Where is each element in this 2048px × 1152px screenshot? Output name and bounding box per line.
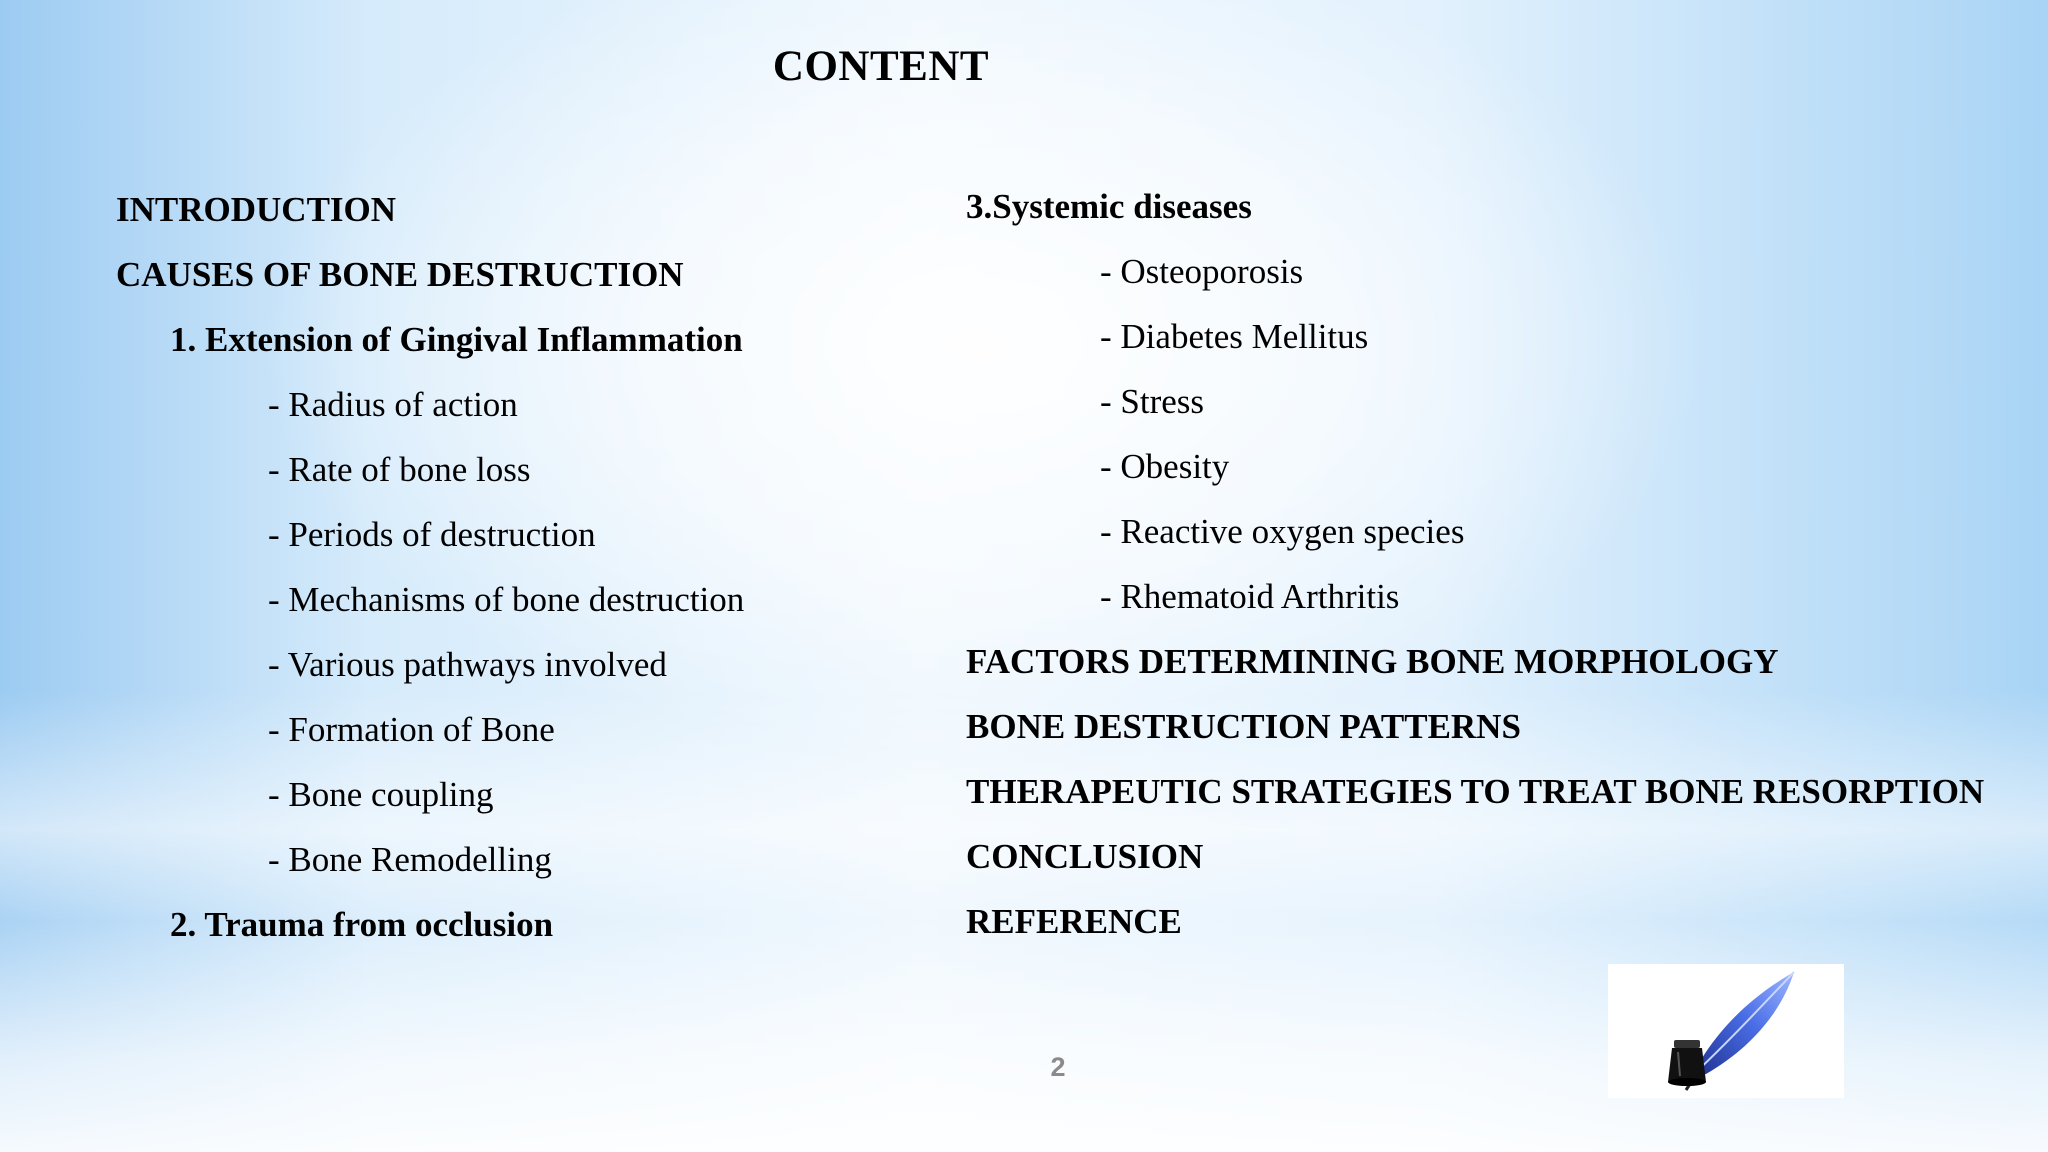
toc-item-factors: FACTORS DETERMINING BONE MORPHOLOGY <box>966 642 1779 681</box>
toc-item-causes: CAUSES OF BONE DESTRUCTION <box>116 255 684 294</box>
toc-bullet-remodelling: - Bone Remodelling <box>268 840 552 879</box>
toc-bullet-ros: - Reactive oxygen species <box>1100 512 1465 551</box>
toc-bullet-coupling: - Bone coupling <box>268 775 494 814</box>
toc-bullet-stress: - Stress <box>1100 382 1205 421</box>
toc-bullet-arthritis: - Rhematoid Arthritis <box>1100 577 1400 616</box>
quill-and-inkwell-icon <box>1608 964 1844 1098</box>
toc-item-patterns: BONE DESTRUCTION PATTERNS <box>966 707 1521 746</box>
toc-bullet-formation: - Formation of Bone <box>268 710 555 749</box>
toc-bullet-osteoporosis: - Osteoporosis <box>1100 252 1304 291</box>
toc-bullet-radius: - Radius of action <box>268 385 518 424</box>
toc-subitem-extension: 1. Extension of Gingival Inflammation <box>170 320 743 359</box>
page-number: 2 <box>1050 1052 1066 1082</box>
slide-title: CONTENT <box>772 43 990 90</box>
toc-bullet-mechanisms: - Mechanisms of bone destruction <box>268 580 745 619</box>
toc-bullet-pathways: - Various pathways involved <box>268 645 667 684</box>
toc-item-therapeutic: THERAPEUTIC STRATEGIES TO TREAT BONE RESORPTION <box>966 772 1985 811</box>
toc-subitem-trauma: 2. Trauma from occlusion <box>170 905 554 944</box>
toc-bullet-periods: - Periods of destruction <box>268 515 596 554</box>
toc-item-conclusion: CONCLUSION <box>966 837 1204 876</box>
toc-bullet-obesity: - Obesity <box>1100 447 1230 486</box>
quill-image <box>1608 964 1844 1098</box>
toc-subitem-systemic: 3.Systemic diseases <box>966 187 1252 226</box>
toc-item-introduction: INTRODUCTION <box>116 190 397 229</box>
toc-item-reference: REFERENCE <box>966 902 1182 941</box>
toc-bullet-diabetes: - Diabetes Mellitus <box>1100 317 1369 356</box>
toc-bullet-rate: - Rate of bone loss <box>268 450 531 489</box>
